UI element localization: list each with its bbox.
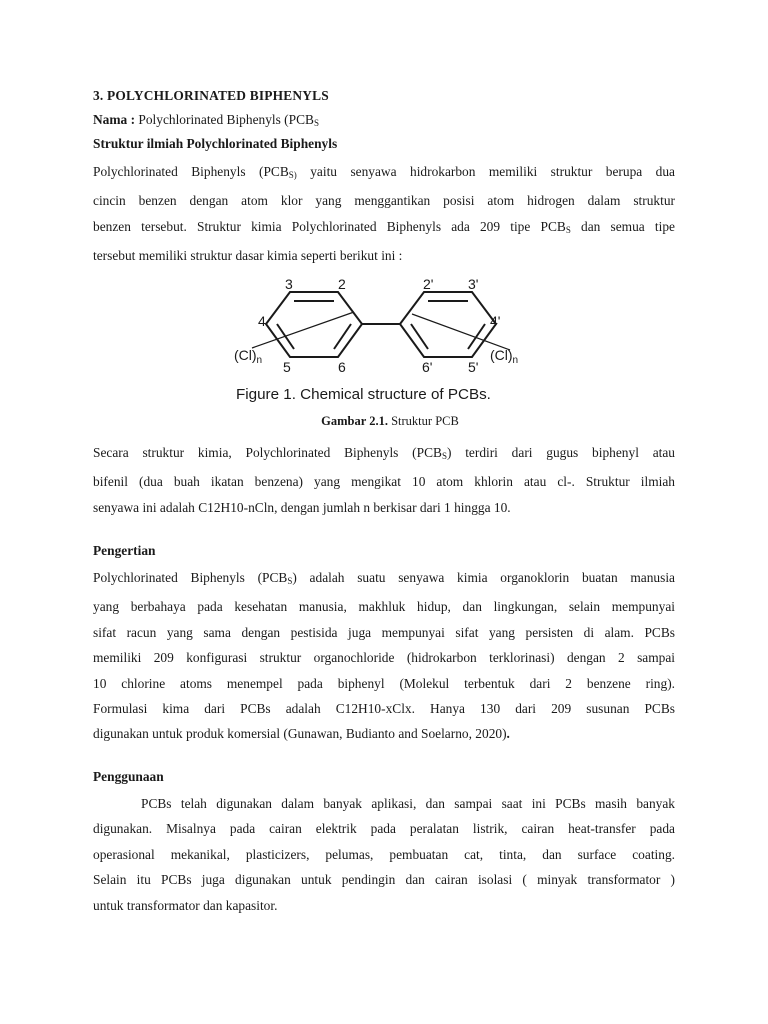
figure-title: Figure 1. Chemical structure of PCBs. [236, 386, 491, 403]
pengertian-paragraph [93, 565, 675, 747]
cl-right-label: $(Cl)_n$ [490, 347, 519, 366]
biphenyl-structure-diagram [228, 272, 528, 410]
pos-label-6-prime: 6' [422, 359, 433, 375]
penggunaan-line-4: Selain itu PCBs juga digunakan untuk pendingin dan cairan isolasi ( minyak transformator ) [93, 872, 675, 888]
intro-line-2: cincin benzen dengan atom klor yang menggantikan posisi atom hidrogen dalam struktur [93, 193, 675, 209]
name-value: Polychlorinated Biphenyls (PCB [138, 112, 314, 127]
pengertian-heading: Pengertian [93, 543, 156, 558]
penggunaan-line-2: digunakan. Misalnya pada cairan elektrik pada peralatan listrik, cairan heat-transfer pada [93, 821, 675, 837]
pos-label-2: 2 [338, 276, 346, 292]
section-subtitle: Struktur ilmiah Polychlorinated Biphenyls [93, 136, 338, 151]
penggunaan-line-1: PCBs telah digunakan dalam banyak aplikasi, dan sampai saat ini PCBs masih banyak [141, 796, 675, 811]
cl-left-label: $(Cl)_n$ [234, 347, 263, 366]
name-label: Nama : [93, 112, 136, 127]
pengertian-line-4: memiliki 209 konfigurasi struktur organochloride (hidrokarbon terklorinasi) dengan 2 sampai [93, 650, 675, 666]
pengertian-line-2: yang berbahaya pada kesehatan manusia, makhluk hidup, dan lingkungan, selain mempunyai [93, 599, 675, 615]
pos-label-5-prime: 5' [468, 359, 479, 375]
struktur-paragraph [93, 440, 675, 520]
penggunaan-line-5: untuk transformator dan kapasitor. [93, 897, 278, 913]
pos-label-6: 6 [338, 359, 346, 375]
pengertian-line-1: Polychlorinated Biphenyls $(PCB_S)$ adalah suatu senyawa kimia organoklorin buatan manusia [93, 570, 675, 586]
pos-label-4-prime: 4' [490, 313, 501, 329]
intro-line-4: tersebut memiliki struktur dasar kimia seperti berikut ini : [93, 248, 403, 264]
pengertian-line-7: digunakan untuk produk komersial (Gunawan, Budianto and Soelarno, 2020). [93, 726, 510, 742]
intro-line-3: benzen tersebut. Struktur kimia Polychlorinated Biphenyls ada 209 tipe $PCB_S$ dan semua tipe [93, 218, 675, 235]
pos-label-3: 3 [285, 276, 293, 292]
struktur-line-3: senyawa ini adalah C12H10-nCln, dengan jumlah n berkisar dari 1 hingga 10. [93, 499, 511, 515]
pcb-structure-figure [228, 272, 528, 410]
pengertian-line-5: 10 chlorine atoms menempel pada biphenyl (Molekul terbentuk dari 2 benzene ring). [93, 675, 675, 691]
pos-label-5: 5 [283, 359, 291, 375]
penggunaan-line-3: operasional mekanikal, plasticizers, pelumas, pembuatan cat, tinta, dan surface coating. [93, 846, 675, 862]
penggunaan-paragraph [93, 791, 675, 918]
pos-label-3-prime: 3' [468, 276, 479, 292]
section-title: 3. POLYCHLORINATED BIPHENYLS [93, 88, 329, 103]
name-line [93, 112, 675, 136]
intro-line-1: Polychlorinated Biphenyls ($PCB_{S)}$ yaitu senyawa hidrokarbon memiliki struktur berupa dua [93, 164, 675, 180]
name-sub: S [313, 118, 319, 128]
penggunaan-heading: Penggunaan [93, 769, 164, 784]
pengertian-line-3: sifat racun yang sama dengan pestisida juga mempunyai sifat yang persisten di alam. PCBs [93, 624, 675, 640]
pengertian-line-6: Formulasi kima dari PCBs adalah C12H10-xClx. Hanya 130 dari 209 susunan PCBs [93, 701, 675, 717]
struktur-line-1: Secara struktur kimia, Polychlorinated Biphenyls $(PCB_S)$ terdiri dari gugus biphenyl atau [93, 445, 675, 461]
figure-caption: Gambar 2.1. Struktur PCB [321, 414, 459, 428]
section-header [93, 88, 675, 160]
struktur-line-2: bifenil (dua buah ikatan benzena) yang mengikat 10 atom khlorin atau cl-. Struktur ilmiah [93, 474, 675, 490]
pos-label-4: 4 [258, 313, 266, 329]
pos-label-2-prime: 2' [423, 276, 434, 292]
intro-paragraph [93, 159, 675, 269]
